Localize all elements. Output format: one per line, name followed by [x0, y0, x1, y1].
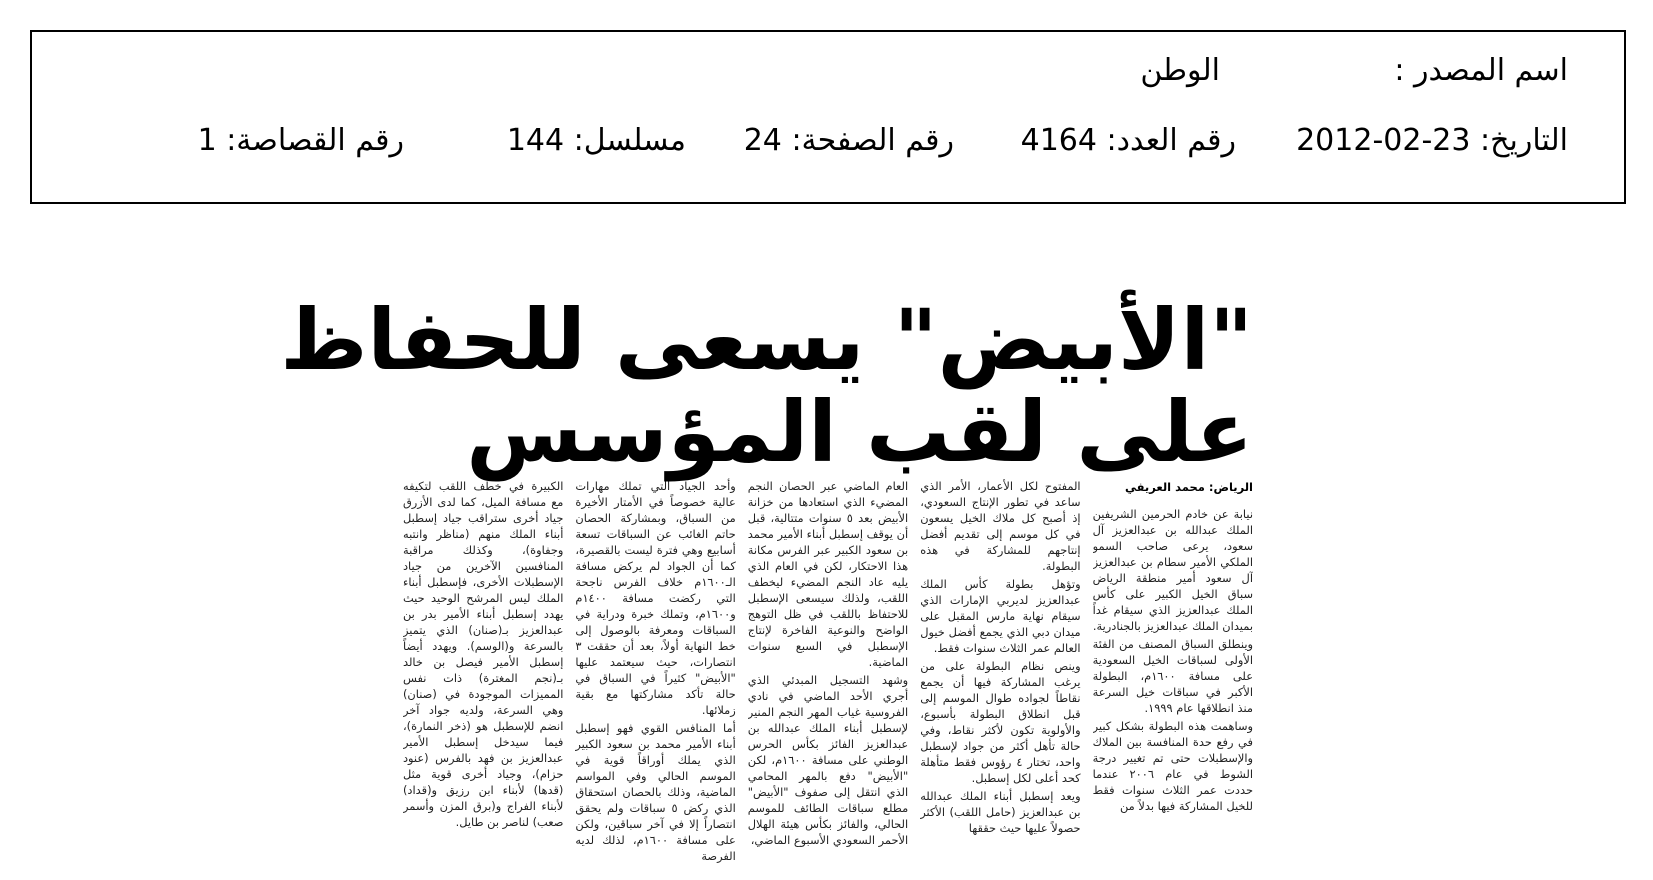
- article-column-4: [575, 478, 735, 864]
- paragraph: وينص نظام البطولة على من يرغب المشاركة فيها أن يجمع نقاطاً لجواده طوال الموسم إلى قبل انطلاق البطولة بأسبوع، والأولوية تكون لأكثر نقاط، وفي حالة تأهل أكثر من جواد لإسطبل واحد، تختار ٤ رؤوس فقط متأهلة كحد أعلى لكل إسطبل.: [920, 659, 1081, 785]
- issue-number-field: رقم العدد: 4164: [1020, 123, 1236, 158]
- article-column-3: [748, 478, 908, 864]
- clip-number-field: رقم القصاصة: 1: [197, 123, 404, 158]
- article-column-5: [403, 478, 563, 864]
- paragraph: المفتوح لكل الأعمار، الأمر الذي ساعد في تطور الإنتاج السعودي، إذ أصبح كل ملاك الخيل يسعون في كل موسم إلى تقديم أفضل إنتاجهم للمشاركة في هذه البطولة.: [920, 479, 1081, 573]
- paragraph: ويعد إسطبل أبناء الملك عبدالله بن عبدالعزيز (حامل اللقب) الأكثر حصولاً عليها حيث حققها: [920, 789, 1081, 835]
- paragraph: العام الماضي عبر الحصان النجم المضيء الذي استعادها من خزانة الأبيض بعد ٥ سنوات متتالية، قبل أن يوقف إسطبل أبناء الأمير محمد بن سعود الكبير عبر الفرس مكانة هذا الاحتكار، لكن في العام الذي يليه عاد النجم المضيء ليخطف اللقب، ولذلك سيسعى الإسطبل للاحتفاظ باللقب في ظل التوهج الواضح والنوعية الفاخرة لإنتاج الإسطبل في السبع سنوات الماضية.: [747, 479, 909, 669]
- paragraph: الكبيرة في خطف اللقب لتكيفه مع مسافة الميل، كما لدى الأزرق جياد أخرى ستراقب جياد إسطبل أبناء الملك منهم (مناظر وانتبه وجفاوة)، وكذلك مراقبة المنافسين الآخرين من جياد الإسطبلات الأخرى، فإسطبل أبناء الملك ليس المرشح الوحيد حيث يهدد إسطبل أبناء الأمير بدر بن عبدالعزيز بـ(صنان) الذي يتميز بالسرعة و(الوسم). ويهدد أيضاً إسطبل الأمير فيصل بن خالد بـ(نجم المغترة) ذات نفس المميزات الموجودة في (صنان) وهي السرعة، ولديه جواد آخر انضم للإسطبل هو (ذخر النمارة)، فيما سيدخل إسطبل الأمير عبدالعزيز بن فهد بالفرس (عنود حزام)، وجياد أخرى قوية مثل (قدها) لأبناء ابن رزيق و(قداد) لأبناء الفراج و(برق المزن وأسمر صعب) لناصر بن طايل.: [402, 479, 564, 829]
- headline-line-1: "الأبيض" يسعى للحفاظ: [280, 291, 1253, 390]
- paragraph: وتؤهل بطولة كأس الملك عبدالعزيز لديربي الإمارات الذي سيقام نهاية مارس المقبل على ميدان دبي الذي يجمع أفضل خيول العالم عمر الثلاث سنوات فقط.: [920, 577, 1081, 655]
- source-value: الوطن: [1140, 53, 1220, 88]
- article-column-2: [920, 478, 1080, 864]
- byline: الرياض: محمد العريفي: [1124, 480, 1253, 494]
- date-field: التاريخ: 23-02-2012: [1296, 123, 1568, 158]
- source-metadata-box: [30, 30, 1626, 204]
- article-column-1: [1093, 478, 1253, 864]
- article-body: [403, 478, 1253, 864]
- paragraph: نيابة عن خادم الحرمين الشريفين الملك عبدالله بن عبدالعزيز آل سعود، يرعى صاحب السمو الملكي الأمير سطام بن عبدالعزيز آل سعود أمير منطقة الرياض سباق الخيل الكبير على كأس الملك عبدالعزيز الذي سيقام غداً بميدان الملك عبدالعزيز بالجنادرية.: [1092, 507, 1253, 633]
- source-label: اسم المصدر :: [1394, 53, 1568, 88]
- page-number-field: رقم الصفحة: 24: [743, 123, 954, 158]
- paragraph: وينطلق السباق المصنف من الفئة الأولى لسباقات الخيل السعودية على مسافة ١٦٠٠م، البطولة الأكبر في سباقات خيل السرعة منذ انطلاقها عام ١٩٩٩.: [1092, 637, 1253, 715]
- paragraph: وشهد التسجيل المبدئي الذي أجري الأحد الماضي في نادي الفروسية غياب المهر النجم المنير لإسطبل أبناء الملك عبدالله بن عبدالعزيز الفائز بكأس الحرس الوطني على مسافة ١٦٠٠م، لكن "الأبيض" دفع بالمهر المحامي الذي انتقل إلى صفوف "الأبيض" مطلع سباقات الطائف للموسم الحالي، والفائز بكأس هيئة الهلال الأحمر السعودي الأسبوع الماضي،: [747, 673, 909, 847]
- paragraph: وساهمت هذه البطولة بشكل كبير في رفع حدة المنافسة بين الملاك والإسطبلات حتى تم تغيير درجة الشوط في عام ٢٠٠٦ عندما حددت عمر الثلاث سنوات فقط للخيل المشاركة فيها بدلاً من: [1092, 719, 1253, 813]
- paragraph: أما المنافس القوي فهو إسطبل أبناء الأمير محمد بن سعود الكبير الذي يملك أوراقاً قوية في الموسم الحالي وفي المواسم الماضية، وذلك بالحصان استحقاق الذي ركض ٥ سباقات ولم يحقق انتصاراً إلا في آخر سباقين، ولكن على مسافة ١٦٠٠م، لذلك لديه الفرصة: [575, 721, 736, 863]
- headline-line-2: على لقب المؤسس: [466, 383, 1253, 482]
- article-headline: [280, 291, 1253, 482]
- paragraph: وأحد الجياد التي تملك مهارات عالية خصوصاً في الأمتار الأخيرة من السباق، وبمشاركة الحصان حاتم الغائب عن السباقات تسعة أسابيع وهي فترة ليست بالقصيرة، كما أن الجواد لم يركض مسافة الـ١٦٠٠م خلاف الفرس ناجحة التي ركضت مسافة ١٤٠٠م و١٦٠٠م، وتملك خبرة ودراية في السباقات ومعرفة بالوصول إلى خط النهاية أولاً، بعد أن حققت ٣ انتصارات، حيث سيعتمد عليها "الأبيض" كثيراً في السباق في حالة تأكد مشاركتها مع بقية زملائها.: [575, 479, 736, 717]
- serial-field: مسلسل: 144: [506, 123, 686, 158]
